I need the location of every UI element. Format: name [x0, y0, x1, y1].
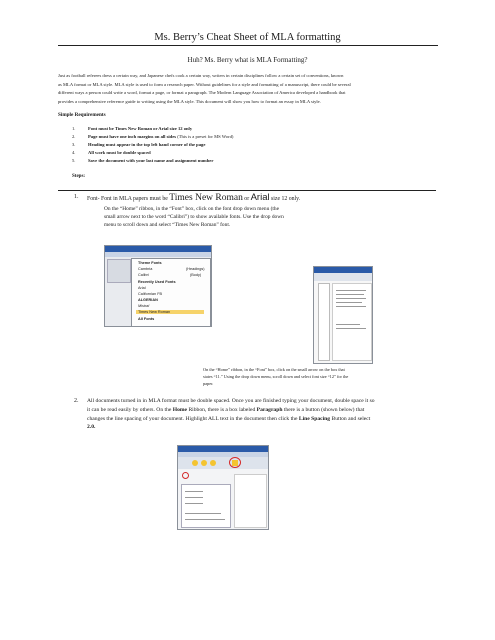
list-item: 4. All work must be double spaced	[72, 149, 151, 155]
ribbon-tabs	[105, 252, 211, 257]
list-item: 5. Save the document with your last name and assignment number	[72, 157, 214, 163]
menu-section: Recently Used Fonts	[138, 280, 176, 284]
font-name-times: Times New Roman	[169, 193, 243, 203]
document-preview	[234, 474, 267, 528]
step-number: 2.	[74, 398, 79, 404]
document-preview	[332, 283, 372, 361]
intro-line: different ways a person could write a word, format a page, or format a paragraph. The Modern Language Association of America developed a handbook that	[58, 90, 346, 96]
menu-item[interactable]: Cambria	[138, 267, 153, 271]
title-divider	[58, 45, 438, 46]
align-icon	[201, 460, 207, 466]
text-line: menu to scroll down and select “Times New Roman” font.	[104, 222, 231, 229]
text-line: it can be read easily by others. On the Home Ribbon, there is a box labeled Paragraph there is a button (shown below) that	[87, 406, 365, 413]
align-icon	[210, 460, 216, 466]
page-title: Ms. Berry’s Cheat Sheet of MLA formatting	[154, 32, 341, 43]
requirements-heading: Simple Requirements	[58, 112, 106, 118]
highlight-circle	[182, 472, 189, 479]
spacing-dropdown[interactable]	[181, 484, 231, 528]
font-size-screenshot	[313, 266, 373, 364]
highlight-circle	[229, 457, 241, 468]
requirements-list	[72, 125, 402, 165]
menu-section: All Fonts	[138, 317, 155, 321]
intro-line: as MLA format or MLA style. MLA style is used to form a research paper. Without guidelines for a style and formatting of a manuscript, there could be several	[58, 81, 351, 87]
steps-divider	[58, 190, 436, 191]
page-subtitle: Huh? Ms. Berry what is MLA Formatting?	[187, 56, 308, 64]
menu-item-note: (Body)	[190, 273, 202, 277]
align-icon	[192, 460, 198, 466]
menu-item-note: (Headings)	[186, 267, 205, 271]
font-menu-screenshot	[104, 245, 212, 327]
steps-heading: Steps:	[72, 174, 86, 179]
step1-instructions	[104, 205, 292, 230]
ribbon-tabs	[314, 273, 372, 281]
text-line: states “11.” Using the drop down menu, scroll down and select font size “12” for the	[203, 373, 349, 379]
text-line: On the “Home” ribbon, in the “Font” box, click on the font drop down menu (the	[104, 206, 280, 212]
list-item: 3. Heading must appear in the top left hand corner of the page	[72, 141, 206, 147]
font-name-arial: Arial	[250, 192, 270, 203]
clipboard-group	[107, 259, 131, 283]
paragraph-group	[178, 457, 268, 469]
text-line: paper.	[203, 380, 214, 386]
text-line: changes the line spacing of your document. Highlight ALL text in the document then click the Line Spacing Button and select	[87, 415, 371, 422]
text-line: small arrow next to the word “Calibri”) to show available fonts. Use the drop down	[104, 214, 284, 221]
list-item: 1. Font must be Times New Roman or Arial size 12 only	[72, 126, 193, 131]
step-number: 1.	[74, 194, 79, 200]
size-list[interactable]	[318, 283, 330, 361]
intro-line: provides a comprehensive reference guide to writing using the MLA style. This document will show you how to format an essay in MLA style.	[58, 98, 321, 104]
menu-item[interactable]: Californian FB	[138, 292, 163, 296]
step2-instructions	[87, 397, 437, 432]
text-line: All documents turned in in MLA format must be double spaced. Once you are finished typing your document, double space it so	[87, 398, 375, 404]
text-line: 2.0.	[87, 424, 96, 431]
menu-item[interactable]: Arial	[138, 286, 146, 290]
menu-item-selected[interactable]: Times New Roman	[136, 310, 204, 314]
font-dropdown-menu	[131, 258, 211, 327]
menu-section: Theme Fonts	[138, 261, 162, 265]
menu-item[interactable]: Mistral	[138, 304, 150, 308]
text-line: On the “Home” ribbon, in the “Font” box, click on the small arrow on the box that	[203, 367, 345, 372]
intro-paragraph	[58, 72, 438, 106]
line-spacing-screenshot	[177, 445, 269, 530]
menu-item[interactable]: Calibri	[138, 273, 149, 277]
menu-item[interactable]: ALGERIAN	[138, 298, 158, 302]
step1-heading: Font- Font in MLA papers must be Times New Roman or Arial size 12 only.	[87, 192, 301, 203]
list-item: 2. Page must have one inch margins on all sides (This is a preset for MS Word)	[72, 133, 234, 139]
intro-line: Just as football referees dress a certain way, and Japanese chefs cook a certain way, writers in certain disciplines follow a certain set of conventions, known	[58, 73, 344, 78]
screenshot-caption	[203, 367, 423, 387]
